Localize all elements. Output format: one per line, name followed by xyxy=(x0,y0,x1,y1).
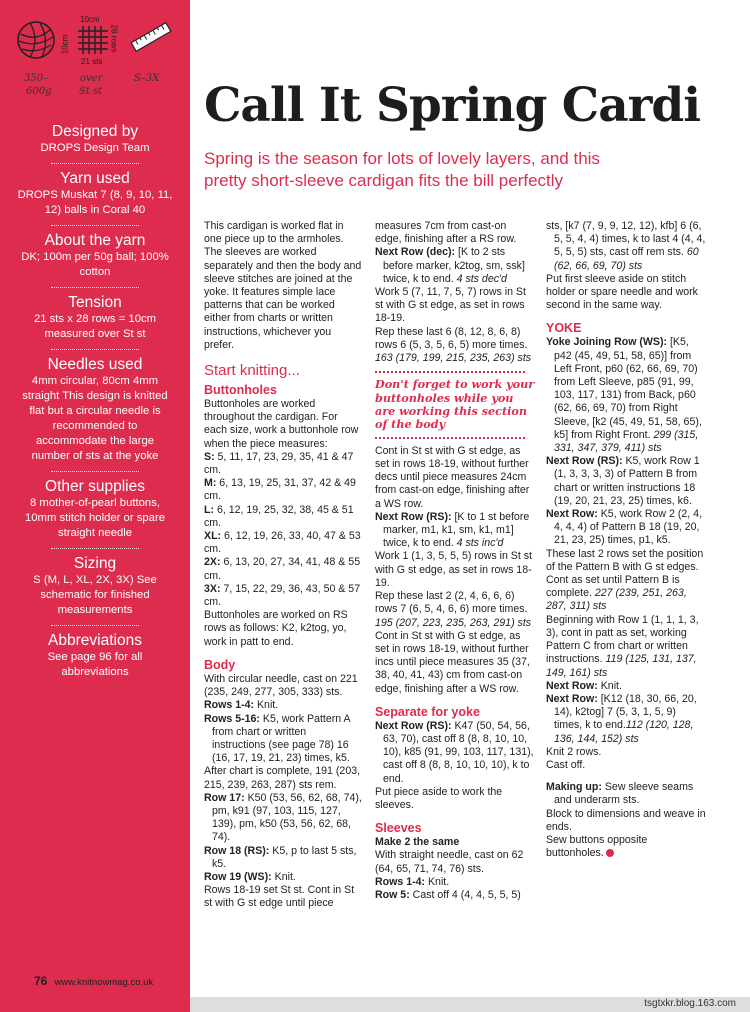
standfirst: Spring is the season for lots of lovely layers, and this pretty short-sleeve cardigan fits the bill perfectly xyxy=(204,149,600,190)
making-up-row xyxy=(546,781,706,807)
column-2 xyxy=(375,220,535,902)
size-l-label: L: xyxy=(204,503,214,516)
gauge-height-label: 10cm xyxy=(60,34,70,55)
row-text: K5, work Pattern A from chart or written instructions (see page 78) 16 (16, 17, 19, 21, 23) times, k5. xyxy=(212,712,351,765)
sleeve-cont-row xyxy=(546,220,706,273)
row-label: Rows 1-4: xyxy=(375,875,426,888)
about-yarn-heading: About the yarn xyxy=(44,232,146,249)
row-label: Rows 5-16: xyxy=(204,712,260,725)
yoke-next-row-2 xyxy=(546,508,706,548)
page-number: 76 xyxy=(34,974,48,988)
sidebar-divider xyxy=(51,625,139,626)
row-text: K47 (50, 54, 56, 63, 70), cast off 8 (8, 8, 10, 10, 10), k85 (91, 99, 103, 117, 131), cast off 8 (8, 8, 10, 10, 10), k to end. xyxy=(383,719,534,785)
callout-text: Don't forget to work your buttonholes while you are working this section of the body xyxy=(375,377,535,432)
supplies-text: 8 mother-of-pearl buttons, 10mm stitch holder or spare straight needle xyxy=(24,497,165,539)
size-m-label: M: xyxy=(204,477,217,490)
row-text: K5, p to last 5 sts, k5. xyxy=(212,844,357,870)
stitch-count: 4 sts dec'd xyxy=(456,272,507,285)
row-text: Rep these last 2 (2, 4, 6, 6, 6) rows 7 (6, 5, 4, 6, 6) more times. xyxy=(375,590,528,616)
body-heading: Body xyxy=(204,657,236,672)
row-text: Sew sleeve seams and underarm sts. xyxy=(554,781,694,807)
row-text: Beginning with Row 1 (1, 1, 1, 3, 3), cont in patt as set, working Pattern C from chart or written instructions. xyxy=(546,613,699,666)
work-1-text: Work 1 (1, 3, 5, 5, 5) rows in St st with G st edge, as set in rows 18-19. xyxy=(375,550,532,589)
watermark-bar xyxy=(190,997,750,1012)
buttonholes-heading: Buttonholes xyxy=(204,383,277,398)
row-label: Next Row: xyxy=(546,679,598,692)
stitch-count: 227 (239, 251, 263, 287, 311) sts xyxy=(546,587,687,613)
callout-divider xyxy=(375,437,525,439)
size-m-text: 6, 13, 19, 25, 31, 37, 42 & 49 cm. xyxy=(204,477,356,503)
yarn-section xyxy=(0,169,190,218)
last-2-rows xyxy=(546,548,706,614)
yoke-next-row-1 xyxy=(546,455,706,508)
abbreviations-section xyxy=(0,631,190,680)
put-aside-text: Put piece aside to work the sleeves. xyxy=(375,785,503,811)
size-l-text: 6, 12, 19, 25, 32, 38, 45 & 51 cm. xyxy=(204,503,354,529)
row-label: Next Row (RS): xyxy=(546,455,623,468)
stitch-count: 4 sts inc'd xyxy=(456,537,504,550)
sizing-text: S (M, L, XL, 2X, 3X) See schematic for finished measurements xyxy=(33,574,157,616)
row-label: Row 5: xyxy=(375,888,410,901)
yoke-heading: YOKE xyxy=(546,321,582,336)
rep-6-row xyxy=(375,326,535,366)
supplies-section xyxy=(0,477,190,541)
end-dot-icon xyxy=(606,849,614,857)
row-text: Cast off 4 (4, 4, 5, 5, 5) xyxy=(409,888,521,901)
cast-off-text: Cast off. xyxy=(546,758,586,771)
tape-measure-icon xyxy=(128,22,174,52)
block-text: Block to dimensions and weave in ends. xyxy=(546,807,706,833)
designed-by-section xyxy=(0,122,190,156)
after-chart-text: After chart is complete, 191 (203, 215, 239, 263, 287) sts rem. xyxy=(204,765,361,791)
gauge-width-label: 10cm xyxy=(80,15,100,24)
size-s-text: 5, 11, 17, 23, 29, 35, 41 & 47 cm. xyxy=(204,450,354,477)
body-text: With circular needle, cast on 221 (235, 249, 277, 305, 333) sts. xyxy=(204,672,358,699)
page-footer xyxy=(34,974,153,988)
buttonhole-rows-text: Buttonholes are worked on RS rows as follows: K2, k2tog, yo, work in patt to end. xyxy=(204,609,348,648)
make-2-text: Make 2 the same xyxy=(375,836,460,849)
sidebar-divider xyxy=(51,349,139,350)
sidebar-divider xyxy=(51,287,139,288)
row-text: [K5, p42 (45, 49, 51, 58, 65)] from Left Front, p60 (62, 66, 69, 70) from Left Sleeve, p85 (91, 99, 103, 117, 131) from Back, p60 (62, 66, 69, 70) from Right Sleeve, [k2 (45, 49, 51, 58, 65), k5] from Right Front. xyxy=(554,336,702,441)
row-text: These last 2 rows set the position of the Pattern B with G st edges. Cont as set until Pattern B is complete. xyxy=(546,547,704,600)
abbreviations-heading: Abbreviations xyxy=(48,632,142,649)
tension-text: 21 sts x 28 rows = 10cm measured over St st xyxy=(33,313,157,340)
size-3x-text: 7, 15, 22, 29, 36, 43, 50 & 57 cm. xyxy=(204,582,361,609)
row-label: Row 17: xyxy=(204,791,245,804)
yoke-next-row-4 xyxy=(546,693,706,746)
size-2x-row xyxy=(204,556,362,582)
sew-buttons-text: Sew buttons opposite buttonholes. xyxy=(546,833,648,860)
yarn-heading: Yarn used xyxy=(60,170,130,187)
body-row-18 xyxy=(204,845,362,871)
start-knitting-heading: Start knitting... xyxy=(204,362,300,380)
needles-text: 4mm circular, 80cm 4mm straight This design is knitted flat but a circular needle is recommended to accommodate the large number of sts at the yoke xyxy=(22,375,168,462)
size-3x-label: 3X: xyxy=(204,582,221,595)
sidebar-divider xyxy=(51,225,139,226)
handwritten-weight-2: 600g xyxy=(26,86,52,97)
sidebar-divider xyxy=(51,163,139,164)
handwritten-over-1: over xyxy=(80,73,103,84)
row-label: Rows 1-4: xyxy=(204,699,255,712)
row-text: [K to 1 st before marker, m1, k1, sm, k1, m1] twice, k to end. xyxy=(383,510,530,550)
row-text: [K12 (18, 30, 66, 20, 14), k2tog] 7 (5, 3, 1, 5, 9) times, k to end. xyxy=(554,692,697,732)
pattern-info-icons xyxy=(0,0,190,120)
sidebar xyxy=(0,0,190,1012)
row-text: Knit. xyxy=(254,699,279,712)
yarn-text: DROPS Muskat 7 (8, 9, 10, 11, 12) balls in Coral 40 xyxy=(17,189,173,216)
stitch-count: 195 (207, 223, 235, 263, 291) sts xyxy=(375,616,532,629)
size-3x-row xyxy=(204,583,362,609)
row-label: Making up: xyxy=(546,781,602,794)
size-2x-label: 2X: xyxy=(204,556,221,569)
rows-18-19-text: Rows 18-19 set St st. Cont in St st with G st edge until piece xyxy=(204,884,355,910)
stitch-count: 60 (62, 66, 69, 70) sts xyxy=(554,246,699,272)
row-text: Rep these last 6 (8, 12, 8, 6, 8) rows 6 (5, 3, 5, 6, 5) more times. xyxy=(375,325,528,351)
stitch-count: 299 (315, 331, 347, 379, 411) sts xyxy=(554,428,699,455)
column-1 xyxy=(204,220,362,911)
row-text: sts, [k7 (7, 9, 9, 12, 12), kfb] 6 (6, 5, 5, 4, 4) times, k to last 4 (4, 4, 5, 5, 5) sts, cast off rem sts. xyxy=(546,220,706,259)
size-xl-label: XL: xyxy=(204,530,222,543)
gauge-sts-label: 21 sts xyxy=(81,57,103,66)
separate-yoke-heading: Separate for yoke xyxy=(375,704,480,719)
designed-by-heading: Designed by xyxy=(51,123,139,140)
size-s-row xyxy=(204,451,362,477)
size-l-row xyxy=(204,504,362,530)
separate-yoke-row xyxy=(375,720,535,786)
sleeve-row-5 xyxy=(375,889,535,902)
next-row-rs-inc xyxy=(375,511,535,551)
row-text: K5, work Row 1 (1, 3, 3, 3, 3) of Pattern B from chart or written instructions 18 (19, 20, 21, 23, 25) times, k6. xyxy=(554,455,700,507)
row-label: Next Row (dec): xyxy=(375,246,456,259)
cont-2-text: Cont in St st with G st edge, as set in rows 18-19, without further decs until piece measures 24cm from cast-on edge, finishing after a WS row. xyxy=(375,444,530,510)
needles-section xyxy=(0,355,190,464)
about-yarn-section xyxy=(0,231,190,280)
sleeve-rows-1-4 xyxy=(375,876,535,889)
row-label: Next Row (RS): xyxy=(375,719,452,732)
row-label: Next Row: xyxy=(546,508,598,521)
handwritten-sizes: S–3X xyxy=(134,73,160,84)
main-content xyxy=(190,0,750,1012)
stitch-count: 119 (125, 131, 137, 149, 161) sts xyxy=(546,653,697,679)
row-text: Knit. xyxy=(597,679,622,692)
page-title: Call It Spring Cardi xyxy=(204,78,701,133)
spacer xyxy=(546,772,706,781)
sidebar-divider xyxy=(51,548,139,549)
about-yarn-text: DK; 100m per 50g ball; 100% cotton xyxy=(21,251,169,278)
next-row-dec xyxy=(375,246,535,286)
watermark-text: tsgtxkr.blog.163.com xyxy=(644,998,736,1009)
sew-buttons-row xyxy=(546,834,706,860)
abbreviations-text: See page 96 for all abbreviations xyxy=(47,651,143,678)
row-label: Next Row (RS): xyxy=(375,510,452,523)
size-xl-text: 6, 12, 19, 26, 33, 40, 47 & 53 cm. xyxy=(204,530,361,556)
body-rows-1-4 xyxy=(204,699,362,712)
body-rows-5-16 xyxy=(204,713,362,766)
row-text: K50 (53, 56, 62, 68, 74), pm, k91 (97, 103, 115, 127, 139), pm, k50 (53, 56, 62, 68, 74). xyxy=(212,791,362,844)
begin-pattern-c xyxy=(546,614,706,680)
cont-3-text: Cont in St st with G st edge, as set in rows 18-19, without further incs until piece measures 35 (37, 38, 40, 41, 43) cm from cast-on edge, finishing after a WS row. xyxy=(375,629,530,695)
yoke-next-row-3 xyxy=(546,680,706,693)
supplies-heading: Other supplies xyxy=(45,478,145,495)
callout-box xyxy=(375,371,535,439)
needles-heading: Needles used xyxy=(47,356,143,373)
row-label: Yoke Joining Row (WS): xyxy=(546,336,668,349)
knit-2-rows: Knit 2 rows. xyxy=(546,745,602,758)
handwritten-over-2: St st xyxy=(79,86,103,97)
yarn-ball-icon xyxy=(16,20,56,60)
size-s-label: S: xyxy=(204,450,215,463)
size-xl-row xyxy=(204,530,362,556)
intro-text: This cardigan is worked flat in one piece up to the armholes. The sleeves are worked separately and then the body and sleeve stitches are joined at the yoke. It features simple lace patterns that can be worked either from charts or written instructions, whichever you prefer. xyxy=(204,220,362,351)
size-2x-text: 6, 13, 20, 27, 34, 41, 48 & 55 cm. xyxy=(204,556,361,582)
row-text: Knit. xyxy=(425,875,450,888)
gauge-rows-label: 28 rows xyxy=(109,24,119,53)
sleeves-heading: Sleeves xyxy=(375,821,422,836)
body-row-19 xyxy=(204,871,362,884)
sizing-heading: Sizing xyxy=(73,555,117,572)
sizing-section xyxy=(0,554,190,618)
size-m-row xyxy=(204,477,362,503)
stitch-count: 163 (179, 199, 215, 235, 263) sts xyxy=(375,352,532,365)
column-3 xyxy=(546,220,706,860)
straight-needle-text: With straight needle, cast on 62 (64, 65, 71, 74, 76) sts. xyxy=(375,849,524,875)
put-sleeve-text: Put first sleeve aside on stitch holder or spare needle and work second in the same way. xyxy=(546,272,698,312)
row-label: Row 19 (WS): xyxy=(204,870,272,883)
cont-text: measures 7cm from cast-on edge, finishing after a RS row. xyxy=(375,220,517,246)
yoke-joining-row xyxy=(546,336,706,455)
row-label: Next Row: xyxy=(546,692,598,705)
row-text: K5, work Row 2 (2, 4, 4, 4, 4) of Pattern B 18 (19, 20, 21, 23, 25) times, p1, k5. xyxy=(554,508,703,547)
row-label: Row 18 (RS): xyxy=(204,844,270,857)
gauge-grid-icon xyxy=(76,24,110,56)
body-row-17 xyxy=(204,792,362,845)
buttonholes-text: Buttonholes are worked throughout the cardigan. For each size, work a buttonhole row when the piece measures: xyxy=(204,398,359,450)
designed-by-text: DROPS Design Team xyxy=(40,142,150,154)
tension-section xyxy=(0,293,190,342)
handwritten-weight-1: 350– xyxy=(24,73,49,84)
sidebar-divider xyxy=(51,471,139,472)
stitch-count: 112 (120, 128, 136, 144, 152) sts xyxy=(554,719,694,745)
sidebar-sections xyxy=(0,122,190,680)
row-text: Knit. xyxy=(271,870,296,883)
rep-2-row xyxy=(375,590,535,630)
tension-heading: Tension xyxy=(68,294,122,311)
work-5-text: Work 5 (7, 11, 7, 5, 7) rows in St st with G st edge, as set in rows 18-19. xyxy=(375,286,526,325)
footer-url[interactable]: www.knitnowmag.co.uk xyxy=(54,977,154,988)
row-text: [K to 2 sts before marker, k2tog, sm, ssk] twice, k to end. xyxy=(383,246,525,285)
